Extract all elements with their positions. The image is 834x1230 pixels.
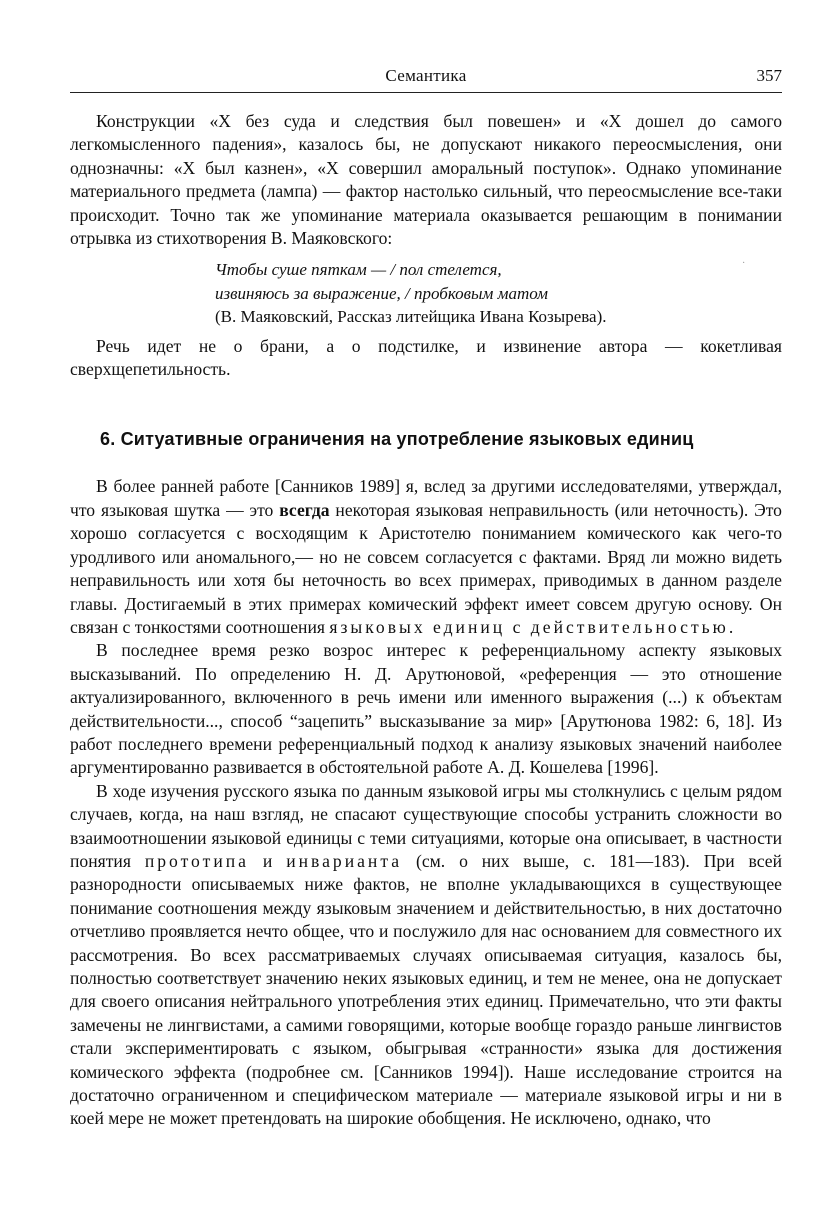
p3-bold-word: всегда xyxy=(279,499,330,520)
p5-spaced-term-1: прототипа xyxy=(144,850,249,871)
verse-line-1: Чтобы суше пяткам — / пол стелется, xyxy=(215,260,502,280)
p5-text-mid: и xyxy=(248,850,287,871)
p3-spaced-phrase: языковых единиц с действительностью xyxy=(329,616,729,637)
section-heading: 6. Ситуативные ограничения на употребление языковых единиц xyxy=(100,429,694,450)
paragraph-1: Конструкции «Х без суда и следствия был повешен» и «Х дошел до самого легкомысленного падения», казалось бы, не допускают никакого переосмысления, они однозначны: «Х был казнен», «Х совершил аморальный поступок». Однако упоминание материального предмета (лампа) — фактор настолько сильный, что переосмысление все-таки происходит. Точно так же упоминание материала оказывается решающим в понимании отрывка из стихотворения В. Маяковского: xyxy=(70,111,782,249)
page-body xyxy=(70,110,782,1131)
paragraph-3 xyxy=(70,475,782,639)
p3-text-c: . xyxy=(728,616,734,637)
verse-quote xyxy=(70,258,782,328)
p3-text-b: некоторая языковая неправильность (или неточность). Это хорошо согласуется с восходящим к Аристотелю пониманием комического как чего-то уродливого или аномального,— но не совсем согласуется с фактами. Вряд ли можно видеть неправильность или хотя бы неточность во всех примерах, приводимых в данном разделе главы. Достигаемый в этих примерах комический эффект имеет совсем другую основу. Он связан с тонкостями соотношения xyxy=(70,499,782,637)
paragraph-5 xyxy=(70,780,782,1131)
p5-spaced-term-2: инварианта xyxy=(286,850,403,871)
quote-source: (В. Маяковский, Рассказ литейщика Ивана Козырева). xyxy=(215,307,607,327)
running-title: Семантика xyxy=(385,66,467,85)
paragraph-2: Речь идет не о брани, а о подстилке, и извинение автора — кокетливая сверхщепетильность. xyxy=(70,335,782,380)
p5-text-b: (см. о них выше, с. 181—183). При всей разнородности описываемых ниже фактов, не вполне укладывающихся в существующее понимание соотношения между языковым значением и действительностью, в них достаточно отчетливо проявляется нечто общее, что и послужило для нас основанием для совместного их рассмотрения. Во всех рассматриваемых случаях описываемая ситуация, казалось бы, полностью соответствует значению неких языковых единиц, и тем не менее, она не допускает для своего описания нейтрального употребления этих единиц. Примечательно, что эти факты замечены не лингвистами, а самими говорящими, которые вообще гораздо раньше лингвистов стали экспериментировать с языком, обыгрывая «странности» языка для достижения комического эффекта (подробнее см. [Санников 1994]). Наше исследование строится на достаточно ограниченном и специфическом материале — материале языковой игры и ни в коей мере не может претендовать на широкие обобщения. Не исключено, однако, что xyxy=(70,850,782,1129)
running-header xyxy=(70,66,782,93)
page-number: 357 xyxy=(756,66,782,85)
stray-mark: · xyxy=(742,258,746,269)
p5-text-a: В ходе изучения русского языка по данным языковой игры мы столкнулись с целым рядом случаев, когда, на наш взгляд, не спасают существующие способы устранить сложности во взаимоотношении языковой единицы с теми ситуациями, которые она описывает, в частности понятия xyxy=(70,780,782,871)
p3-text-a: В более ранней работе [Санников 1989] я, вслед за другими исследователями, утверждал, что языковая шутка — это xyxy=(70,476,782,520)
verse-line-2: извиняюсь за выражение, / пробковым матом xyxy=(215,283,548,303)
paragraph-4: В последнее время резко возрос интерес к референциальному аспекту языковых высказываний. По определению Н. Д. Арутюновой, «референция — это отношение актуализированного, включенного в речь имени или именного выражения (...) к объектам действительности..., способ “зацепить” высказывание за мир» [Арутюнова 1982: 6, 18]. Из работ последнего времени референциальный подход к анализу языковых значений наиболее аргументированно развивается в обстоятельной работе А. Д. Кошелева [1996]. xyxy=(70,640,782,778)
